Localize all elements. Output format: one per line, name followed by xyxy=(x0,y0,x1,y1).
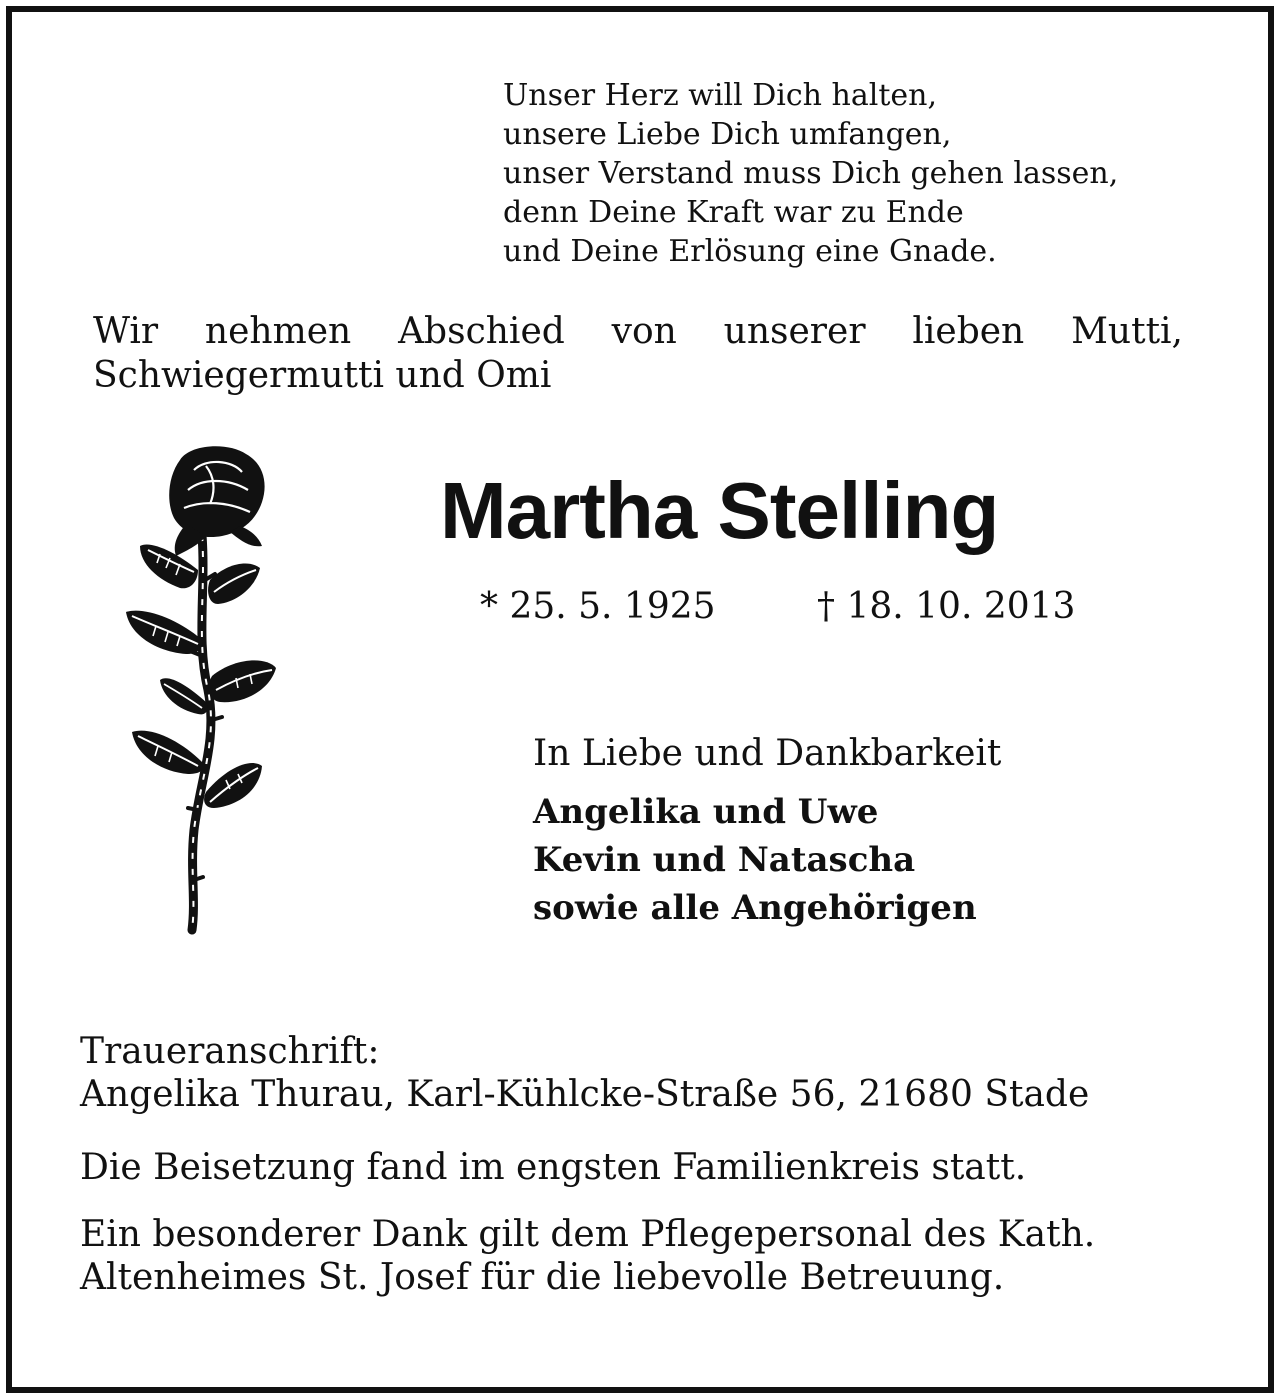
address-label: Traueranschrift: xyxy=(80,1031,380,1072)
rose-icon xyxy=(110,440,290,940)
mourners-list xyxy=(533,788,1193,932)
intro-word: lieben xyxy=(912,311,1025,352)
intro-word: von xyxy=(611,311,677,352)
farewell-intro xyxy=(93,310,1183,398)
mourner-name: sowie alle Angehörigen xyxy=(533,888,977,928)
deceased-name: Martha Stelling xyxy=(440,466,999,555)
thanks-note-line-1: Ein besonderer Dank gilt dem Pflegepersonal des Kath. xyxy=(80,1214,1096,1255)
birth-date: * 25. 5. 1925 xyxy=(480,586,716,627)
mourner-name: Kevin und Natascha xyxy=(533,840,916,880)
intro-word: nehmen xyxy=(204,311,352,352)
mourner-name: Angelika und Uwe xyxy=(533,792,879,832)
death-date: † 18. 10. 2013 xyxy=(817,586,1076,627)
farewell-intro-line-2: Schwiegermutti und Omi xyxy=(93,355,552,396)
intro-word: Wir xyxy=(93,311,159,352)
poem-line: denn Deine Kraft war zu Ende xyxy=(503,195,964,230)
address-text: Angelika Thurau, Karl-Kühlcke-Straße 56, 21680 Stade xyxy=(80,1074,1090,1115)
mourners-intro: In Liebe und Dankbarkeit xyxy=(533,733,1002,774)
poem-line: Unser Herz will Dich halten, xyxy=(503,78,938,113)
thanks-note-line-2: Altenheimes St. Josef für die liebevolle Betreuung. xyxy=(80,1257,1005,1298)
intro-word: Abschied xyxy=(398,311,565,352)
poem-line: unser Verstand muss Dich gehen lassen, xyxy=(503,156,1119,191)
poem xyxy=(503,76,1223,271)
poem-line: unsere Liebe Dich umfangen, xyxy=(503,117,952,152)
farewell-intro-line-1 xyxy=(93,310,1183,354)
notices xyxy=(80,1030,1230,1299)
intro-word: unserer xyxy=(723,311,866,352)
intro-word: Mutti, xyxy=(1071,311,1183,352)
poem-line: und Deine Erlösung eine Gnade. xyxy=(503,234,997,269)
burial-note: Die Beisetzung fand im engsten Familienkreis statt. xyxy=(80,1147,1027,1188)
